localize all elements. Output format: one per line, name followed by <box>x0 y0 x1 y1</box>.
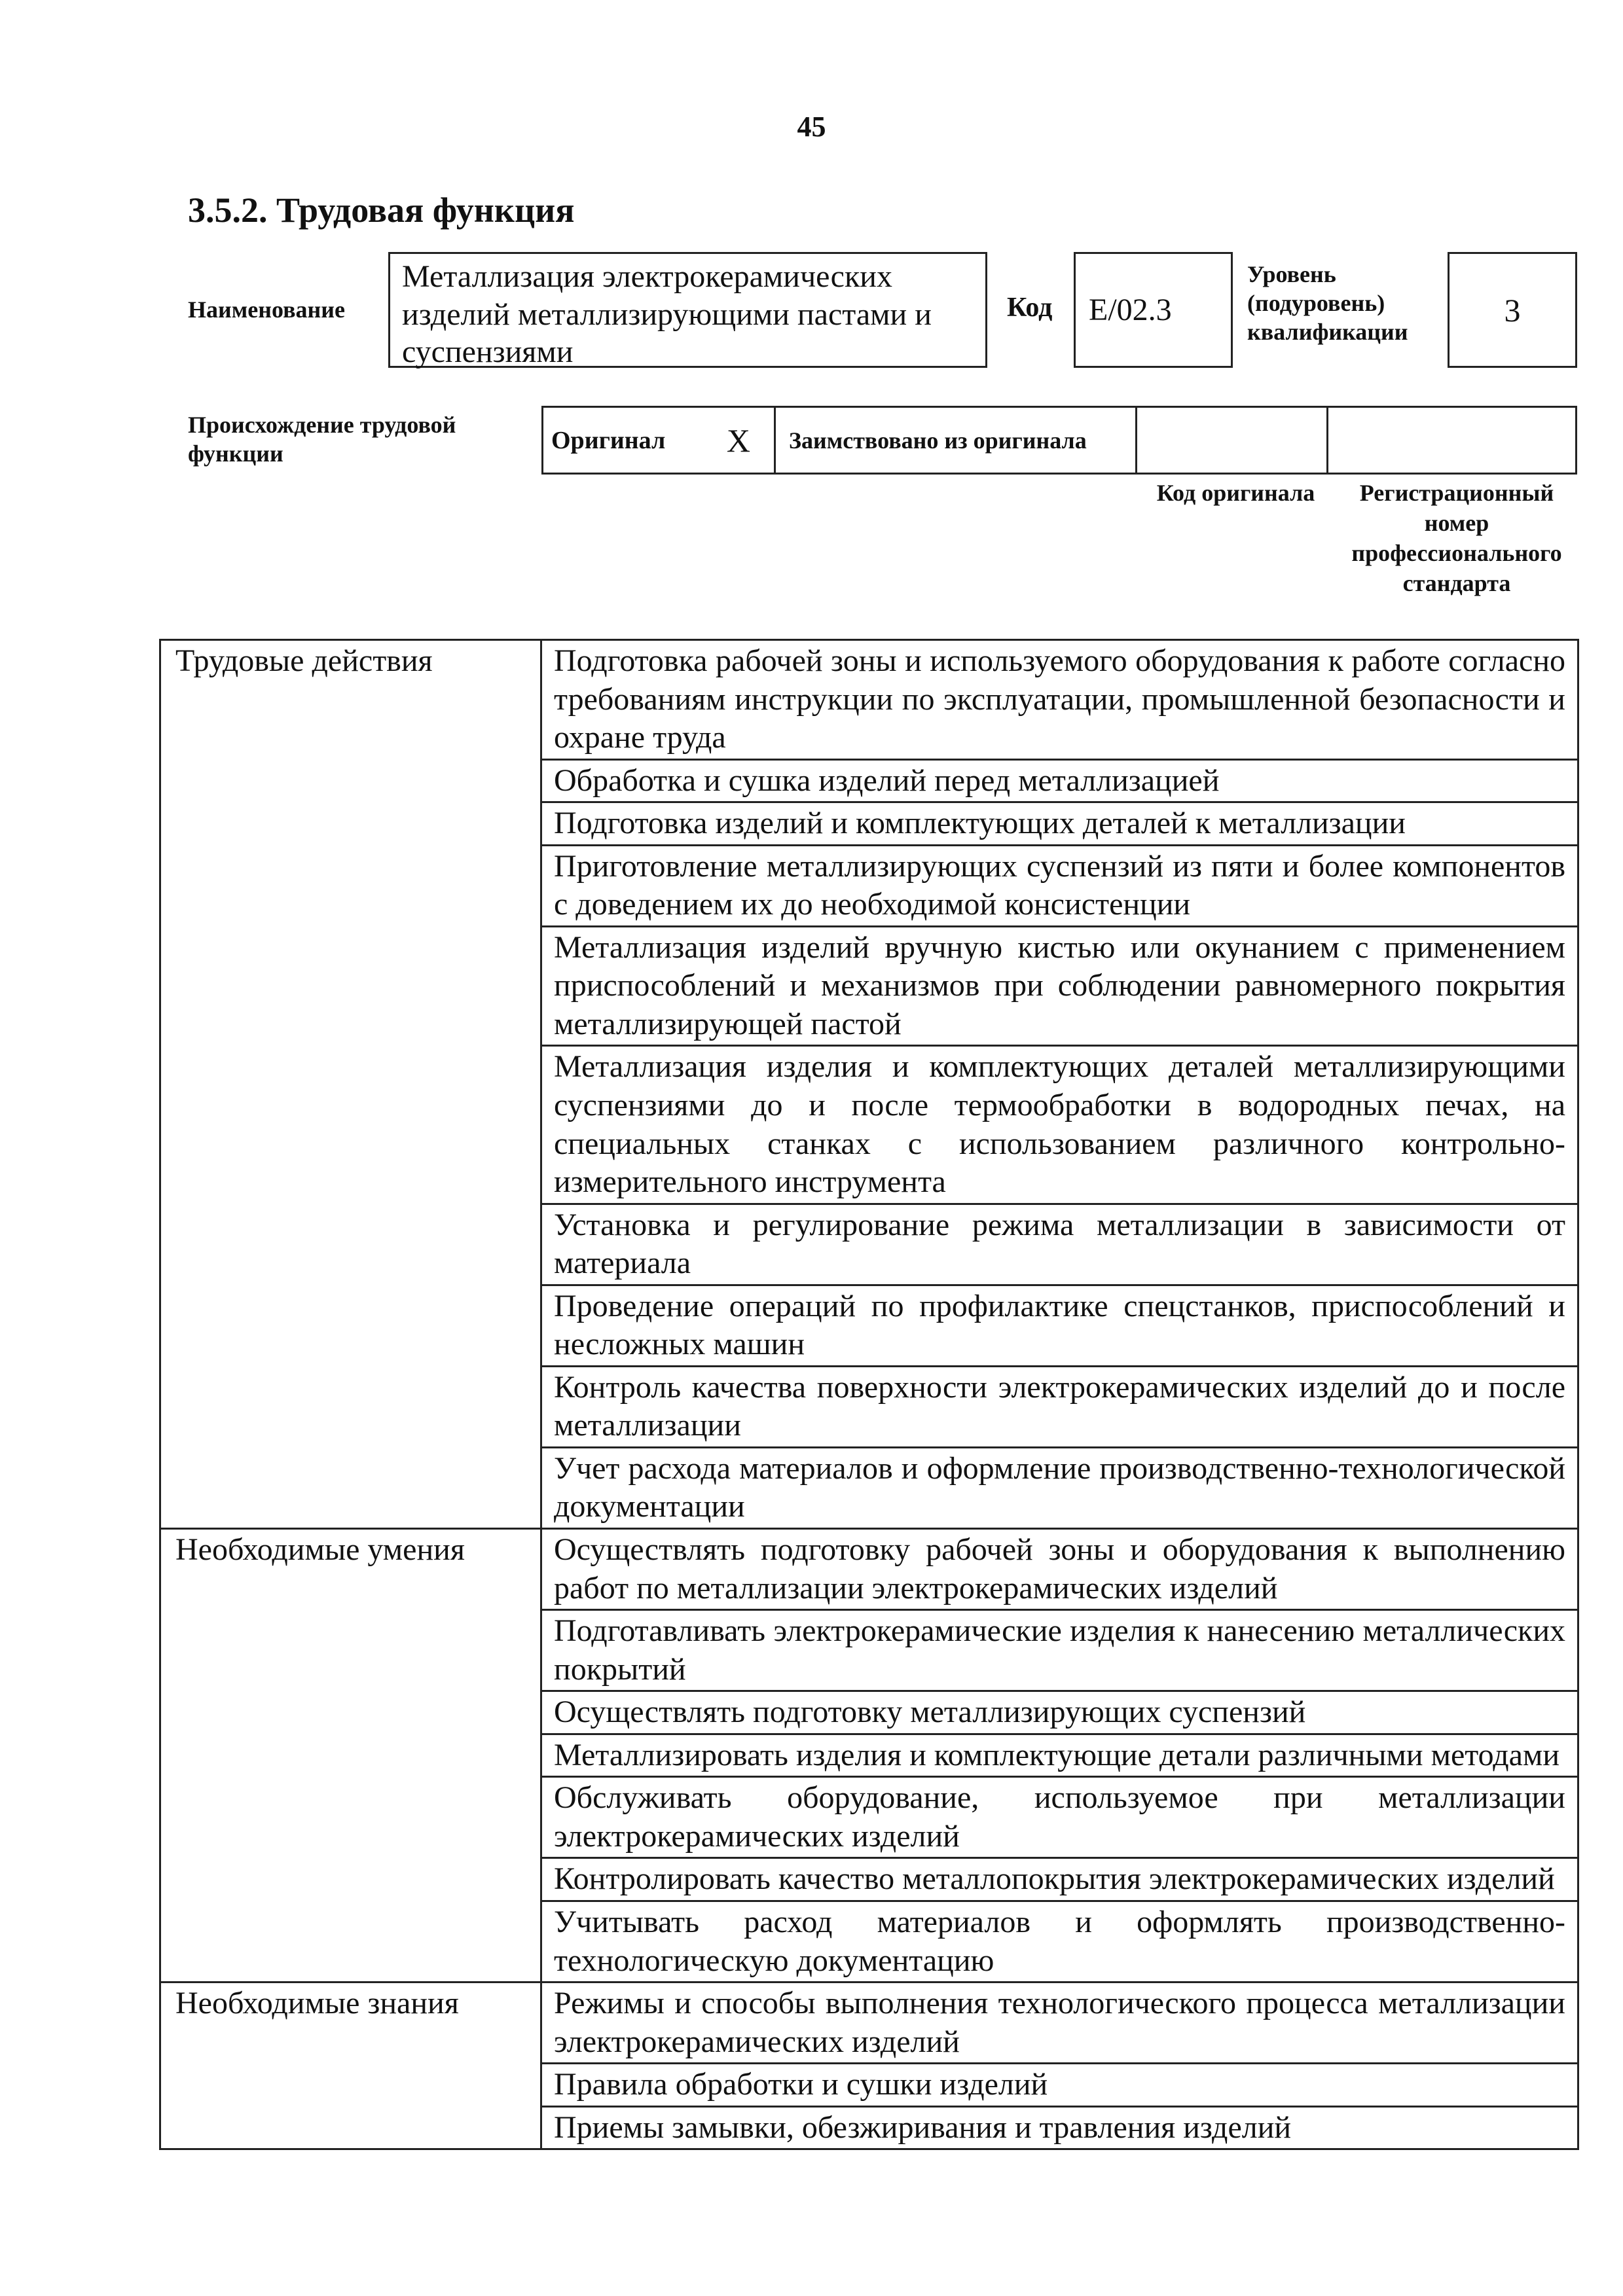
section-item: Проведение операций по профилактике спецстанков, приспособлений и несложных машин <box>541 1285 1578 1366</box>
section-heading: Трудовые действия <box>160 640 541 1529</box>
section-item: Контролировать качество металлопокрытия электрокерамических изделий <box>541 1858 1578 1901</box>
table-row <box>160 1982 1578 2064</box>
section-heading: Необходимые умения <box>160 1529 541 1982</box>
name-label: Наименование <box>188 296 345 323</box>
section-item: Учет расхода материалов и оформление производственно-технологической документации <box>541 1447 1578 1528</box>
level-value: 3 <box>1448 252 1577 368</box>
section-item: Подготавливать электрокерамические изделия к нанесению металлических покрытий <box>541 1610 1578 1691</box>
level-label: Уровень (подуровень) квалификации <box>1247 261 1408 345</box>
section-item: Установка и регулирование режима металлизации в зависимости от материала <box>541 1204 1578 1285</box>
table-row <box>160 1529 1578 1610</box>
borrowed-label: Заимствовано из оригинала <box>789 427 1087 454</box>
code-label: Код <box>1007 293 1053 323</box>
origin-code-cell <box>1137 408 1328 473</box>
page-number: 45 <box>797 111 826 143</box>
section-item: Приготовление металлизирующих суспензий из пяти и более компонентов с доведением их до необходимой консистенции <box>541 845 1578 926</box>
section-item: Осуществлять подготовку рабочей зоны и оборудования к выполнению работ по металлизации электрокерамических изделий <box>541 1529 1578 1610</box>
section-item: Учитывать расход материалов и оформлять производственно-технологическую документацию <box>541 1901 1578 1982</box>
original-label: Оригинал <box>551 426 666 454</box>
origin-borrowed-cell <box>776 408 1137 473</box>
name-value: Металлизация электрокерамических изделий металлизирующими пастами и суспензиями <box>388 252 987 368</box>
section-heading: Необходимые знания <box>160 1982 541 2149</box>
labor-function-table <box>159 639 1579 2150</box>
section-item: Подготовка рабочей зоны и используемого оборудования к работе согласно требованиям инструкции по эксплуатации, промышленной безопасности и охране труда <box>541 640 1578 760</box>
origin-reg-cell <box>1328 408 1575 473</box>
section-item: Металлизация изделий вручную кистью или окунанием с применением приспособлений и механизмов при соблюдении равномерного покрытия металлизирующей пастой <box>541 926 1578 1046</box>
table-row <box>160 640 1578 760</box>
section-item: Правила обработки и сушки изделий <box>541 2064 1578 2107</box>
code-value: E/02.3 <box>1074 252 1233 368</box>
reg-caption: Регистрационный номер профессионального стандарта <box>1351 480 1562 597</box>
section-item: Осуществлять подготовку металлизирующих суспензий <box>541 1691 1578 1734</box>
origin-original-cell <box>543 408 776 473</box>
section-title: 3.5.2. Трудовая функция <box>188 190 575 230</box>
section-item: Подготовка изделий и комплектующих деталей к металлизации <box>541 802 1578 846</box>
origin-row <box>541 406 1577 475</box>
section-item: Режимы и способы выполнения технологического процесса металлизации электрокерамических изделий <box>541 1982 1578 2064</box>
origin-label: Происхождение трудовой функции <box>188 412 456 467</box>
section-item: Металлизировать изделия и комплектующие детали различными методами <box>541 1734 1578 1777</box>
section-item: Обслуживать оборудование, используемое при металлизации электрокерамических изделий <box>541 1777 1578 1858</box>
section-item: Обработка и сушка изделий перед металлизацией <box>541 759 1578 802</box>
section-item: Металлизация изделия и комплектующих деталей металлизирующими суспензиями до и после термообработки в водородных печах, на специальных станках с использованием различного контрольно-измерительного инструмента <box>541 1046 1578 1204</box>
section-item: Контроль качества поверхности электрокерамических изделий до и после металлизации <box>541 1366 1578 1447</box>
original-mark: X <box>726 422 750 459</box>
section-item: Приемы замывки, обезжиривания и травления изделий <box>541 2106 1578 2149</box>
code-caption: Код оригинала <box>1156 480 1315 506</box>
